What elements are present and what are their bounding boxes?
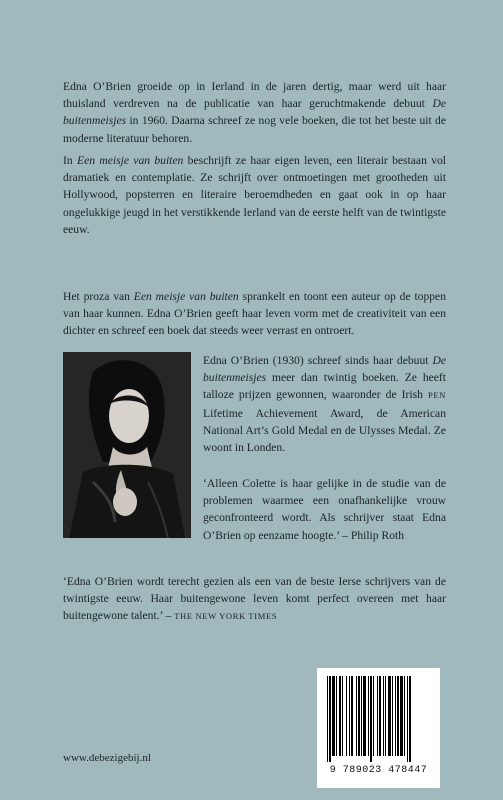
book-title: Een meisje van buiten [77,154,184,167]
bio-text: Lifetime Achievement Award, de American National Art’s Gold Medal en de Ulysses Medal. Ze woont in Londen. [203,406,446,455]
bio-text: meer dan twintig boeken. Ze heeft talloze prijzen gewonnen, waaronder de Irish [203,371,446,402]
barcode-icon [325,676,432,762]
quote-philip-roth: ‘Alleen Colette is haar gelijke in de studie van de problemen waarmee een onafhankelijke vrouw geconfronteerd wordt. Als schrijver staat Edna O’Brien op eenzame hoogte.’ – Philip Roth [203,477,446,542]
author-photo [63,352,191,538]
blurb-paragraph-2 [63,152,446,238]
quote-source: THE NEW YORK TIMES [174,611,278,622]
book-title: Een meisje van buiten [133,290,239,303]
publisher-website[interactable]: www.debezigebij.nl [63,752,151,764]
blurb-text: in 1960. Daarna schreef ze nog vele boeken, die tot het beste uit de moderne literatuur behoren. [63,114,446,145]
bio-text: Edna O’Brien (1930) schreef sinds haar debuut [203,354,433,367]
isbn-number: 9 789023 478447 [329,765,428,776]
quote-text: ‘Edna O’Brien wordt terecht gezien als een van de beste Ierse schrijvers van de twintigste eeuw. Haar buitengewone leven komt perfect overeen met haar buitengewone talent.’ – [63,575,446,623]
blurb-text: Edna O’Brien groeide op in Ierland in de jaren dertig, maar werd uit haar thuisland verdreven na de publicatie van haar geruchtmakende debuut [63,80,446,111]
book-title: De buitenmeisjes [203,354,446,385]
blurb-text: Het proza van [63,290,134,303]
quote-new-york-times [63,573,446,626]
isbn-barcode [317,668,440,788]
blurb-paragraph-1 [63,78,446,147]
author-bio [203,352,446,456]
blurb-paragraph-3 [63,288,446,340]
blurb-text: sprankelt en toont een auteur op de toppen van haar kunnen. Edna O’Brien geeft haar leven vorm met de creativiteit van een dichter en schreef een boek dat steeds weer verrast en ontroert. [63,290,447,338]
blurb-text: beschrijft ze haar eigen leven, een literair bestaan vol dramatiek en contemplatie. Ze schrijft over ontmoetingen met grootheden uit Hollywood, popsterren en literaire beroemdheden en gaat ook in op haar ongelukkige jeugd in het verstikkende Ierland van de eerste helft van de twintigste eeuw. [63,154,447,236]
book-title: De buitenmeisjes [63,97,446,128]
blurb-text: In [63,154,77,167]
pen-label: PEN [427,390,446,401]
